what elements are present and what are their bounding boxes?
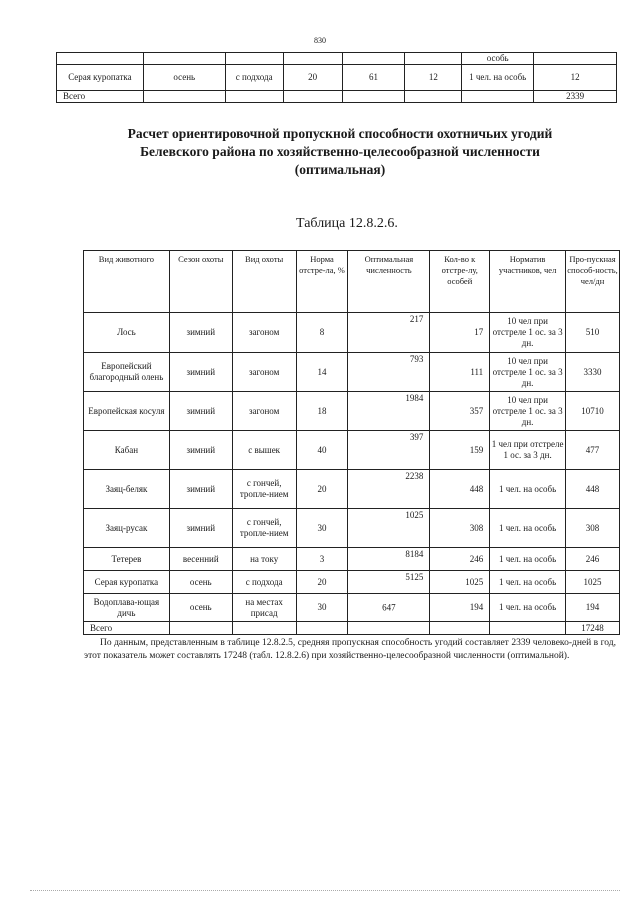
- table-cell-participants: 1 чел. на особь: [490, 470, 566, 509]
- top-table: [56, 52, 617, 103]
- column-header: Вид животного: [84, 251, 170, 313]
- optimal-value: 8184: [405, 549, 424, 559]
- table-cell: [143, 53, 225, 65]
- table-cell: Серая куропатка: [57, 65, 144, 91]
- table-cell-capacity: 448: [566, 470, 620, 509]
- table-cell-animal: Лось: [84, 313, 170, 353]
- table-cell-norm: 8: [296, 313, 348, 353]
- table-cell-animal: Европейская косуля: [84, 392, 170, 431]
- table-cell: 1 чел. на особь: [462, 65, 534, 91]
- table-cell-count: 308: [430, 509, 490, 548]
- table-cell-method: загоном: [232, 313, 296, 353]
- optimal-value: 397: [409, 432, 424, 442]
- table-cell: [283, 53, 342, 65]
- optimal-value: 2238: [405, 471, 424, 481]
- table-cell-capacity: 477: [566, 431, 620, 470]
- table-cell-animal: Кабан: [84, 431, 170, 470]
- table-cell-method: загоном: [232, 392, 296, 431]
- table-cell: с подхода: [225, 65, 283, 91]
- table-cell-capacity: 3330: [566, 353, 620, 392]
- table-cell-method: на току: [232, 548, 296, 571]
- optimal-value: 217: [409, 314, 424, 324]
- optimal-value: 793: [409, 354, 424, 364]
- table-total-row: [57, 91, 617, 103]
- table-cell-participants: 1 чел при отстреле 1 ос. за 3 дн.: [490, 431, 566, 470]
- table-cell-norm: 14: [296, 353, 348, 392]
- table-cell-norm: 20: [296, 470, 348, 509]
- table-header-row: [84, 251, 620, 313]
- table-cell-season: зимний: [169, 509, 232, 548]
- table-cell: 61: [342, 65, 405, 91]
- heading-line: (оптимальная): [294, 162, 386, 177]
- optimal-value: 647: [382, 602, 396, 612]
- summary-paragraph: По данным, представленным в таблице 12.8.2.5, средняя пропускная способность угодий составляет 2339 человеко-дней в год, этот показатель может составлять 17248 (табл. 12.8.2.6) при хозяйственно-целесообразной численности (оптимальной).: [84, 638, 616, 661]
- table-cell: [405, 53, 462, 65]
- table-cell-animal: Европейский благородный олень: [84, 353, 170, 392]
- column-header: Оптимальная численность: [348, 251, 430, 313]
- table-cell-count: 17: [430, 313, 490, 353]
- table-row: [84, 431, 620, 470]
- table-cell: осень: [143, 65, 225, 91]
- table-cell-optimal: [348, 313, 430, 353]
- table-cell-norm: 30: [296, 594, 348, 622]
- main-table: [83, 250, 620, 635]
- table-cell-optimal: [348, 548, 430, 571]
- table-cell-capacity: 194: [566, 594, 620, 622]
- total-value: 17248: [566, 622, 620, 635]
- table-cell-method: с подхода: [232, 571, 296, 594]
- table-cell: [225, 53, 283, 65]
- table-cell-count: 111: [430, 353, 490, 392]
- column-header: Норматив участников, чел: [490, 251, 566, 313]
- table-cell-count: 194: [430, 594, 490, 622]
- page-number: 830: [314, 36, 326, 45]
- total-label: Всего: [57, 91, 144, 103]
- table-cell-count: 448: [430, 470, 490, 509]
- table-cell-participants: 1 чел. на особь: [490, 509, 566, 548]
- table-cell-optimal: [348, 353, 430, 392]
- heading-line: Расчет ориентировочной пропускной способности охотничьих угодий: [127, 126, 553, 141]
- table-row: [84, 509, 620, 548]
- table-cell-method: с гончей, тропле-нием: [232, 509, 296, 548]
- table-cell-participants: 10 чел при отстреле 1 ос. за 3 дн.: [490, 353, 566, 392]
- table-cell: [57, 53, 144, 65]
- table-row: [84, 353, 620, 392]
- table-cell-participants: 1 чел. на особь: [490, 571, 566, 594]
- table-row: [84, 594, 620, 622]
- table-cell: 12: [534, 65, 617, 91]
- table-cell-optimal: [348, 431, 430, 470]
- table-cell-optimal: [348, 571, 430, 594]
- table-row: [84, 392, 620, 431]
- table-cell-capacity: 10710: [566, 392, 620, 431]
- column-header: Норма отстре-ла, %: [296, 251, 348, 313]
- table-cell-norm: 20: [296, 571, 348, 594]
- table-cell-norm: 3: [296, 548, 348, 571]
- table-cell-season: зимний: [169, 353, 232, 392]
- column-header: Сезон охоты: [169, 251, 232, 313]
- table-cell-method: загоном: [232, 353, 296, 392]
- scan-artifact: [30, 890, 620, 892]
- column-header: Вид охоты: [232, 251, 296, 313]
- table-row: [84, 313, 620, 353]
- table-cell-method: с гончей, тропле-нием: [232, 470, 296, 509]
- table-cell-optimal: [348, 509, 430, 548]
- table-cell-optimal: [348, 392, 430, 431]
- table-cell-count: 159: [430, 431, 490, 470]
- table-cell-capacity: 246: [566, 548, 620, 571]
- optimal-value: 5125: [405, 572, 424, 582]
- table-cell-norm: 18: [296, 392, 348, 431]
- heading-line: Белевского района по хозяйственно-целесообразной численности: [140, 144, 540, 159]
- table-cell-method: на местах присад: [232, 594, 296, 622]
- table-cell-animal: Тетерев: [84, 548, 170, 571]
- table-cell-optimal: [348, 594, 430, 622]
- table-caption: Таблица 12.8.2.6.: [296, 216, 398, 231]
- table-cell-animal: Водоплава-ющая дичь: [84, 594, 170, 622]
- table-cell-capacity: 1025: [566, 571, 620, 594]
- table-cell-animal: Заяц-русак: [84, 509, 170, 548]
- table-cell-season: зимний: [169, 431, 232, 470]
- table-cell-season: осень: [169, 571, 232, 594]
- optimal-value: 1025: [405, 510, 424, 520]
- table-cell-season: зимний: [169, 392, 232, 431]
- table-cell: [534, 53, 617, 65]
- table-cell-participants: 10 чел при отстреле 1 ос. за 3 дн.: [490, 313, 566, 353]
- table-row: [84, 548, 620, 571]
- total-label: Всего: [84, 622, 170, 635]
- column-header: Про-пускная способ-ность, чел/дн: [566, 251, 620, 313]
- table-cell-participants: 1 чел. на особь: [490, 548, 566, 571]
- table-cell-method: с вышек: [232, 431, 296, 470]
- table-total-row: [84, 622, 620, 635]
- table-cell-season: зимний: [169, 470, 232, 509]
- column-header: Кол-во к отстре-лу, особей: [430, 251, 490, 313]
- table-cell-season: весенний: [169, 548, 232, 571]
- table-cell-animal: Серая куропатка: [84, 571, 170, 594]
- table-cell-capacity: 308: [566, 509, 620, 548]
- table-cell-participants: 10 чел при отстреле 1 ос. за 3 дн.: [490, 392, 566, 431]
- optimal-value: 1984: [405, 393, 424, 403]
- table-cell-count: 357: [430, 392, 490, 431]
- table-cell-norm: 40: [296, 431, 348, 470]
- table-row: [84, 571, 620, 594]
- total-value: 2339: [534, 91, 617, 103]
- table-cell-season: осень: [169, 594, 232, 622]
- table-row: [57, 65, 617, 91]
- table-cell-optimal: [348, 470, 430, 509]
- table-row: [57, 53, 617, 65]
- table-cell: 12: [405, 65, 462, 91]
- page-heading: [60, 125, 620, 179]
- table-cell-norm: 30: [296, 509, 348, 548]
- table-cell: [342, 53, 405, 65]
- table-cell-count: 1025: [430, 571, 490, 594]
- table-cell-participants: 1 чел. на особь: [490, 594, 566, 622]
- table-cell: особь: [462, 53, 534, 65]
- table-row: [84, 470, 620, 509]
- table-cell-capacity: 510: [566, 313, 620, 353]
- table-cell-count: 246: [430, 548, 490, 571]
- table-cell-season: зимний: [169, 313, 232, 353]
- table-cell: 20: [283, 65, 342, 91]
- table-cell-animal: Заяц-беляк: [84, 470, 170, 509]
